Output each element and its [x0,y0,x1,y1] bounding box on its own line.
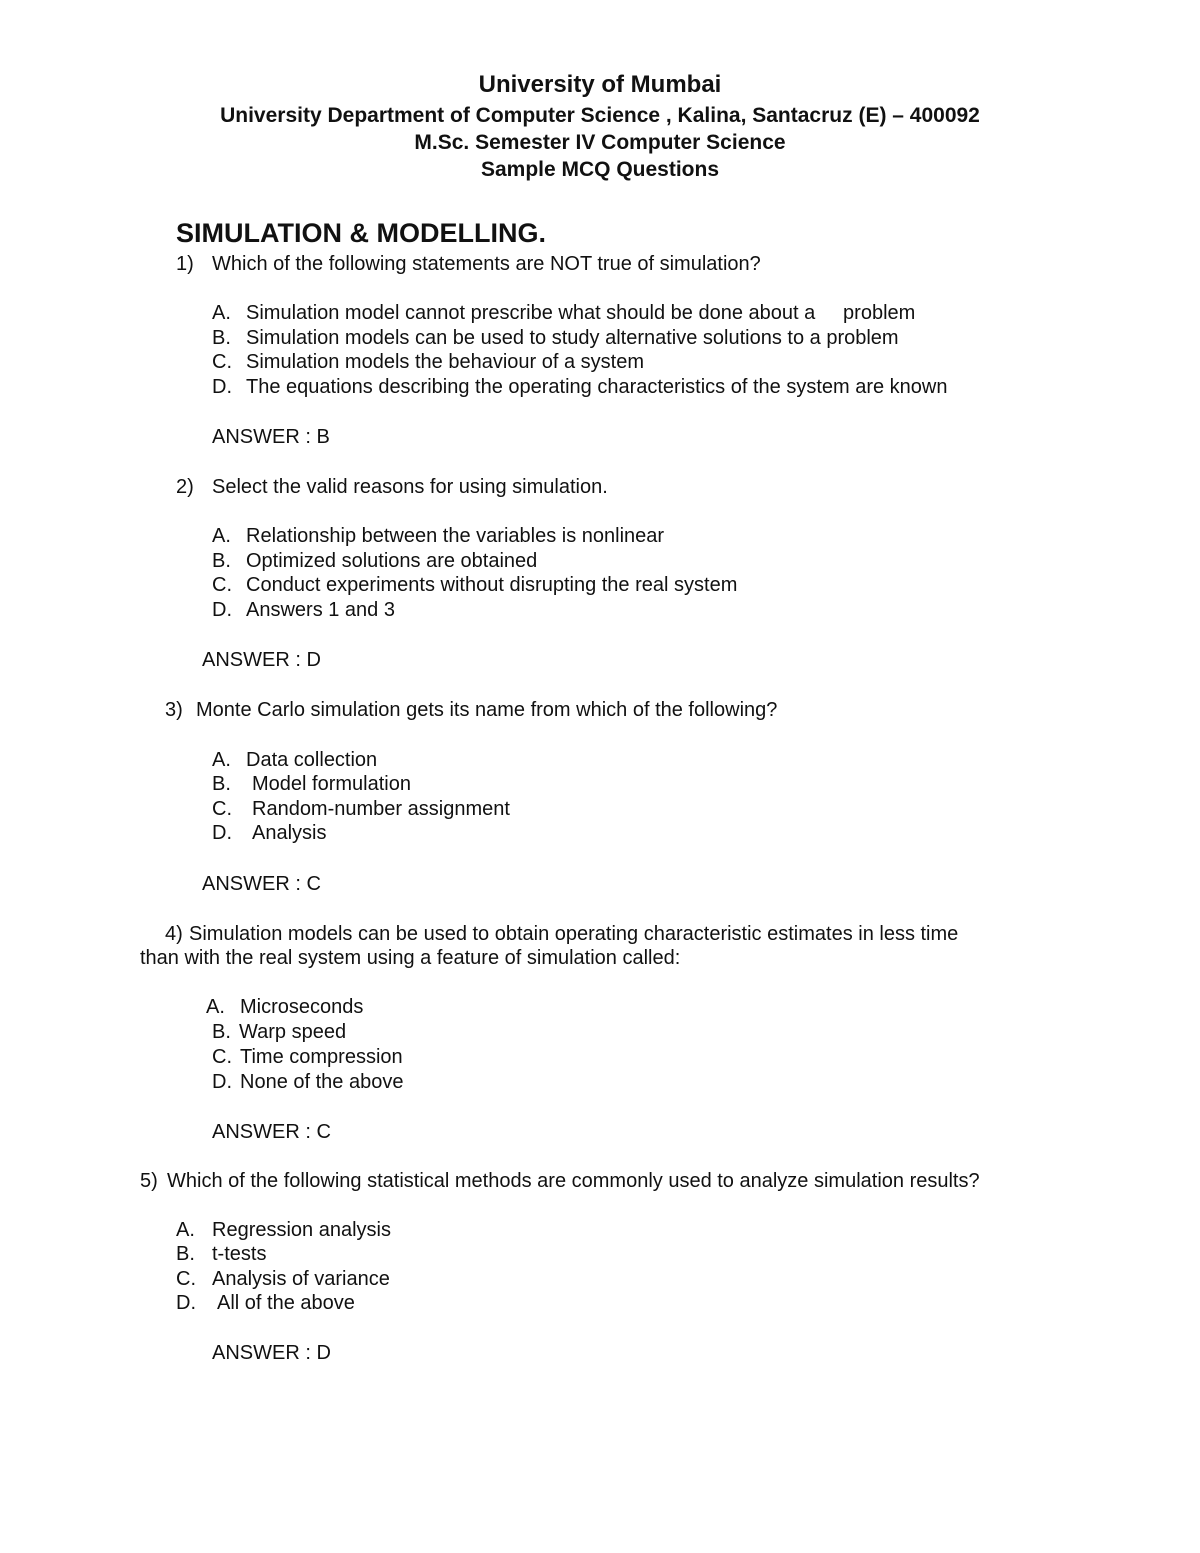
option-letter: C. [212,798,232,820]
option-text: Conduct experiments without disrupting the real system [246,574,738,596]
answer-line: ANSWER : D [202,649,321,671]
option-letter: D. [212,599,232,621]
question-number: 4) [165,923,183,945]
option-letter: B. [212,327,231,349]
answer-line: ANSWER : C [212,1121,331,1143]
option-text: t-tests [212,1243,267,1265]
option-text: Regression analysis [212,1219,391,1241]
option-letter: D. [212,376,232,398]
option-text: Simulation model cannot prescribe what should be done about a problem [246,302,916,324]
option-letter: A. [212,302,231,324]
option-letter: A. [212,525,231,547]
question-text: Monte Carlo simulation gets its name from which of the following? [196,699,778,721]
answer-line: ANSWER : D [212,1342,331,1364]
question-number: 5) [140,1170,158,1192]
university-title: University of Mumbai [478,71,722,98]
option-text: Relationship between the variables is nonlinear [246,525,665,547]
option-text: Microseconds [240,996,364,1018]
option-letter: D. [212,822,232,844]
question-text: Which of the following statements are NOT true of simulation? [212,253,761,275]
option-letter: A. [176,1219,195,1241]
question-text-continuation: than with the real system using a feature of simulation called: [140,947,681,969]
option-text: None of the above [240,1071,404,1093]
document-subtitle: Sample MCQ Questions [480,158,720,181]
option-letter: D. [176,1292,196,1314]
option-letter: B. [176,1243,195,1265]
option-letter: D. [212,1071,232,1093]
answer-line: ANSWER : B [212,426,330,448]
option-text: Time compression [240,1046,403,1068]
option-letter: B. [212,550,231,572]
course-line: M.Sc. Semester IV Computer Science [414,131,786,154]
option-text: Model formulation [252,773,411,795]
option-letter: C. [212,574,232,596]
question-number: 2) [176,476,194,498]
option-text: The equations describing the operating characteristics of the system are known [246,376,948,398]
option-text: Random-number assignment [252,798,510,820]
department-line: University Department of Computer Science , Kalina, Santacruz (E) – 400092 [220,104,980,127]
option-text: Answers 1 and 3 [246,599,395,621]
option-letter: C. [212,351,232,373]
question-text: Simulation models can be used to obtain operating characteristic estimates in less time [189,923,959,945]
question-number: 1) [176,253,194,275]
option-text: Data collection [246,749,378,771]
option-letter: A. [212,749,231,771]
option-text: Analysis [252,822,327,844]
option-text: Warp speed [239,1021,347,1043]
option-letter: C. [212,1046,232,1068]
question-text: Which of the following statistical methods are commonly used to analyze simulation results? [167,1170,980,1192]
section-title: SIMULATION & MODELLING. [176,218,546,248]
option-letter: A. [206,996,225,1018]
option-text: Simulation models the behaviour of a system [246,351,644,373]
option-letter: B. [212,1021,231,1043]
question-number: 3) [165,699,183,721]
option-letter: C. [176,1268,196,1290]
option-letter: B. [212,773,231,795]
answer-line: ANSWER : C [202,873,321,895]
question-text: Select the valid reasons for using simulation. [212,476,608,498]
option-text: Optimized solutions are obtained [246,550,538,572]
option-text: Simulation models can be used to study alternative solutions to a problem [246,327,899,349]
option-text: Analysis of variance [212,1268,390,1290]
option-text: All of the above [217,1292,355,1314]
